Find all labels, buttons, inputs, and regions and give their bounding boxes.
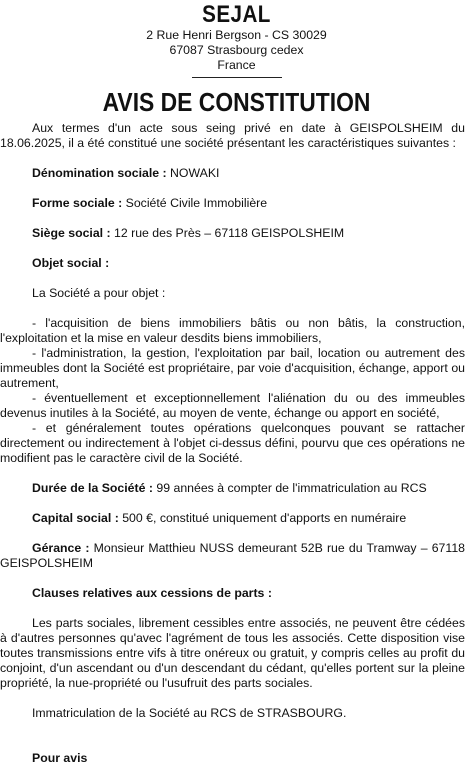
forme-label: Forme sociale :: [32, 196, 123, 210]
header-divider: [192, 77, 282, 78]
clauses-heading-line: [0, 586, 465, 601]
intro-paragraph: Aux termes d'un acte sous seing privé en date à GEISPOLSHEIM du 18.06.2025, il a été constitué une société présentant les caractéristiques suivantes :: [0, 121, 465, 150]
objet-item: - l'acquisition de biens immobiliers bâtis ou non bâtis, la construction, l'exploitation et la mise en valeur desdits biens immobiliers,: [0, 316, 465, 345]
objet-item: - et généralement toutes opérations quelconques pouvant se rattacher directement ou indirectement à l'objet ci-dessus défini, pourvu que ces opérations ne modifient pas le caractère civil de la Société.: [0, 421, 465, 465]
immatriculation-line: Immatriculation de la Société au RCS de STRASBOURG.: [32, 706, 347, 720]
clauses-paragraph: Les parts sociales, librement cessibles entre associés, ne peuvent être cédées à d'autres personnes qu'avec l'agrément de tous les associés. Cette disposition vise toutes transmissions entre vifs à titre onéreux ou gratuit, y compris celles au profit du conjoint, d'un ascendant ou d'un descendant du cédant, qu'elles portent sur la pleine propriété, la nue-propriété ou l'usufruit des parts sociales.: [0, 616, 465, 690]
notice-title: AVIS DE CONSTITUTION: [102, 87, 371, 117]
denomination-value: NOWAKI: [166, 166, 220, 180]
gerance-label: Gérance :: [32, 541, 90, 555]
signature-text: Pour avis: [32, 751, 88, 765]
objet-label: Objet social :: [32, 256, 110, 270]
duree-line: [0, 481, 465, 496]
duree-label: Durée de la Société :: [32, 481, 153, 495]
capital-line: [0, 511, 465, 526]
publisher-address-country: France: [217, 58, 256, 72]
siege-label: Siège social :: [32, 226, 111, 240]
clauses-label: Clauses relatives aux cessions de parts :: [32, 586, 272, 600]
gerance-value: Monsieur Matthieu NUSS demeurant 52B rue du Tramway – 67118 GEISPOLSHEIM: [0, 541, 465, 570]
publisher-name: SEJAL: [202, 1, 271, 28]
siege-line: [0, 226, 465, 241]
publisher-address-city: 67087 Strasbourg cedex: [169, 43, 304, 57]
publication-header: [0, 2, 473, 78]
publisher-address-street: 2 Rue Henri Bergson - CS 30029: [146, 28, 327, 42]
siege-value: 12 rue des Près – 67118 GEISPOLSHEIM: [110, 226, 345, 240]
capital-label: Capital social :: [32, 511, 119, 525]
objet-intro: La Société a pour objet :: [32, 286, 166, 300]
objet-item: - l'administration, la gestion, l'exploitation par bail, location ou autrement des immeubles dont la Société est propriétaire, par voie d'acquisition, échange, apport ou autrement,: [0, 346, 465, 390]
objet-heading-line: [0, 256, 465, 271]
denomination-label: Dénomination sociale :: [32, 166, 167, 180]
forme-line: [0, 196, 465, 211]
capital-value: 500 €, constitué uniquement d'apports en numéraire: [118, 511, 407, 525]
forme-value: Société Civile Immobilière: [122, 196, 268, 210]
signature-line: [0, 751, 465, 766]
duree-value: 99 années à compter de l'immatriculation au RCS: [152, 481, 427, 495]
denomination-line: [0, 166, 465, 181]
objet-item: - éventuellement et exceptionnellement l'aliénation du ou des immeubles devenus inutiles à la Société, au moyen de vente, échange ou apport en société,: [0, 391, 465, 420]
gerance-line: [0, 541, 465, 571]
notice-body: [0, 116, 473, 766]
